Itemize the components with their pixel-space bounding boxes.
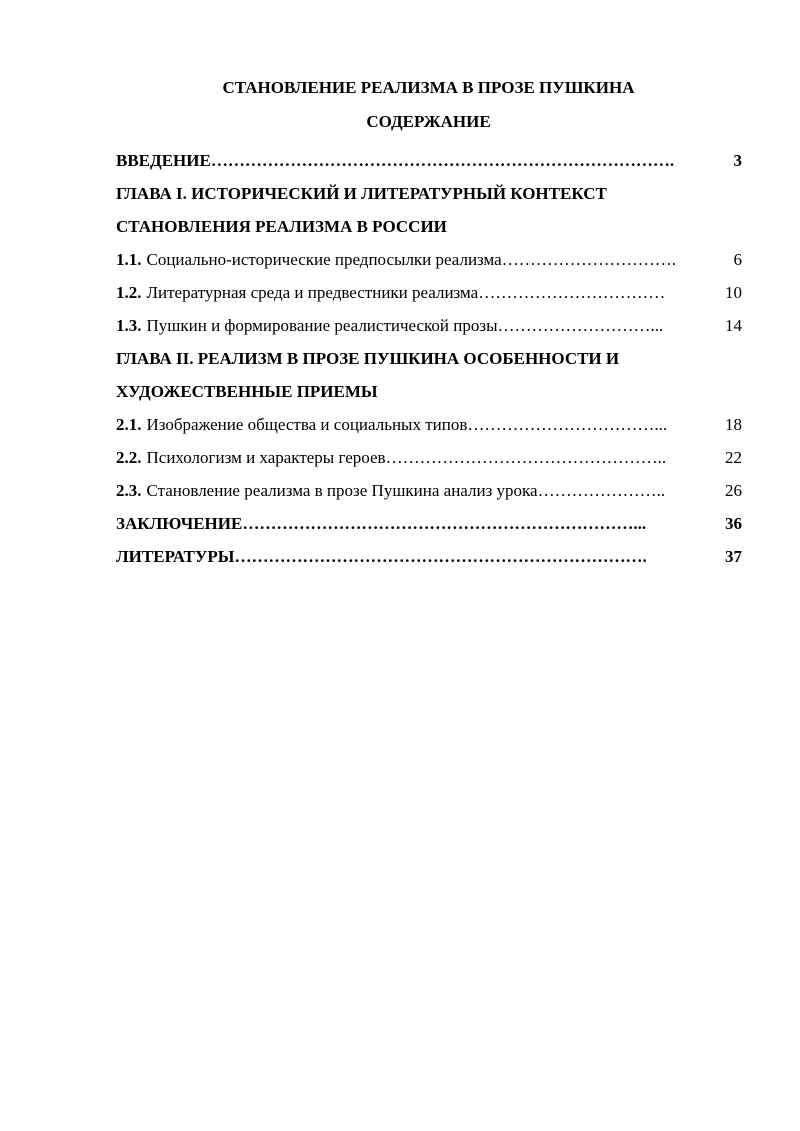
toc-entry-label: Психологизм и характеры героев [146,448,386,467]
toc-entry-conclusion [116,507,742,540]
toc-entry-label: ЛИТЕРАТУРЫ [116,547,235,566]
toc-entry-section-2-3 [116,474,742,507]
toc-section-number: 1.3. [116,316,142,335]
toc-leader-dots: ………………………………………………………………………. [210,151,675,170]
toc-page-number: 6 [733,250,742,269]
toc-leader-dots: …………………………. [501,250,676,269]
toc-entry-label: Становление реализма в прозе Пушкина анализ урока [146,481,538,500]
toc-leader-dots: ………………………... [497,316,664,335]
chapter-2-heading-line-1: ГЛАВА II. РЕАЛИЗМ В ПРОЗЕ ПУШКИНА ОСОБЕННОСТИ И [116,349,620,368]
toc-entry-label: Социально-исторические предпосылки реализма [146,250,502,269]
toc-entry-section-2-2 [116,441,742,474]
chapter-1-heading-line-1: ГЛАВА I. ИСТОРИЧЕСКИЙ И ЛИТЕРАТУРНЫЙ КОНТЕКСТ [116,184,607,203]
toc-page-number: 3 [733,151,742,170]
toc-entry-section-1-3 [116,309,742,342]
toc-page-number: 26 [725,481,742,500]
toc-leader-dots: ……………………………... [467,415,668,434]
toc-leader-dots: …………………………… [478,283,666,302]
toc-section-number: 2.2. [116,448,142,467]
table-of-contents [116,144,742,573]
toc-leader-dots: ………………….. [537,481,666,500]
toc-entry-label: Изображение общества и социальных типов [146,415,468,434]
chapter-2-heading-line-2: ХУДОЖЕСТВЕННЫЕ ПРИЕМЫ [116,382,378,401]
toc-page-number: 37 [725,547,742,566]
toc-entry-label: Литературная среда и предвестники реализма [146,283,479,302]
toc-entry-introduction [116,144,742,177]
toc-page-number: 14 [725,316,742,335]
toc-leader-dots: ………………………………………………………………. [234,547,647,566]
toc-entry-section-2-1 [116,408,742,441]
toc-section-number: 2.1. [116,415,142,434]
toc-section-number: 1.1. [116,250,142,269]
toc-entry-section-1-1 [116,243,742,276]
toc-leader-dots: ………………………………………….. [385,448,667,467]
toc-entry-label: ЗАКЛЮЧЕНИЕ [116,514,243,533]
toc-section-number: 2.3. [116,481,142,500]
toc-entry-label: Пушкин и формирование реалистической прозы [146,316,498,335]
toc-entry-literature [116,540,742,573]
contents-heading: СОДЕРЖАНИЕ [366,112,491,131]
toc-leader-dots: ……………………………………………………………... [242,514,647,533]
toc-page-number: 18 [725,415,742,434]
toc-entry-label: ВВЕДЕНИЕ [116,151,211,170]
toc-section-number: 1.2. [116,283,142,302]
toc-page-number: 36 [725,514,742,533]
toc-entry-section-1-2 [116,276,742,309]
document-title: СТАНОВЛЕНИЕ РЕАЛИЗМА В ПРОЗЕ ПУШКИНА [222,78,635,97]
toc-page-number: 22 [725,448,742,467]
toc-page-number: 10 [725,283,742,302]
chapter-1-heading-line-2: СТАНОВЛЕНИЯ РЕАЛИЗМА В РОССИИ [116,217,447,236]
